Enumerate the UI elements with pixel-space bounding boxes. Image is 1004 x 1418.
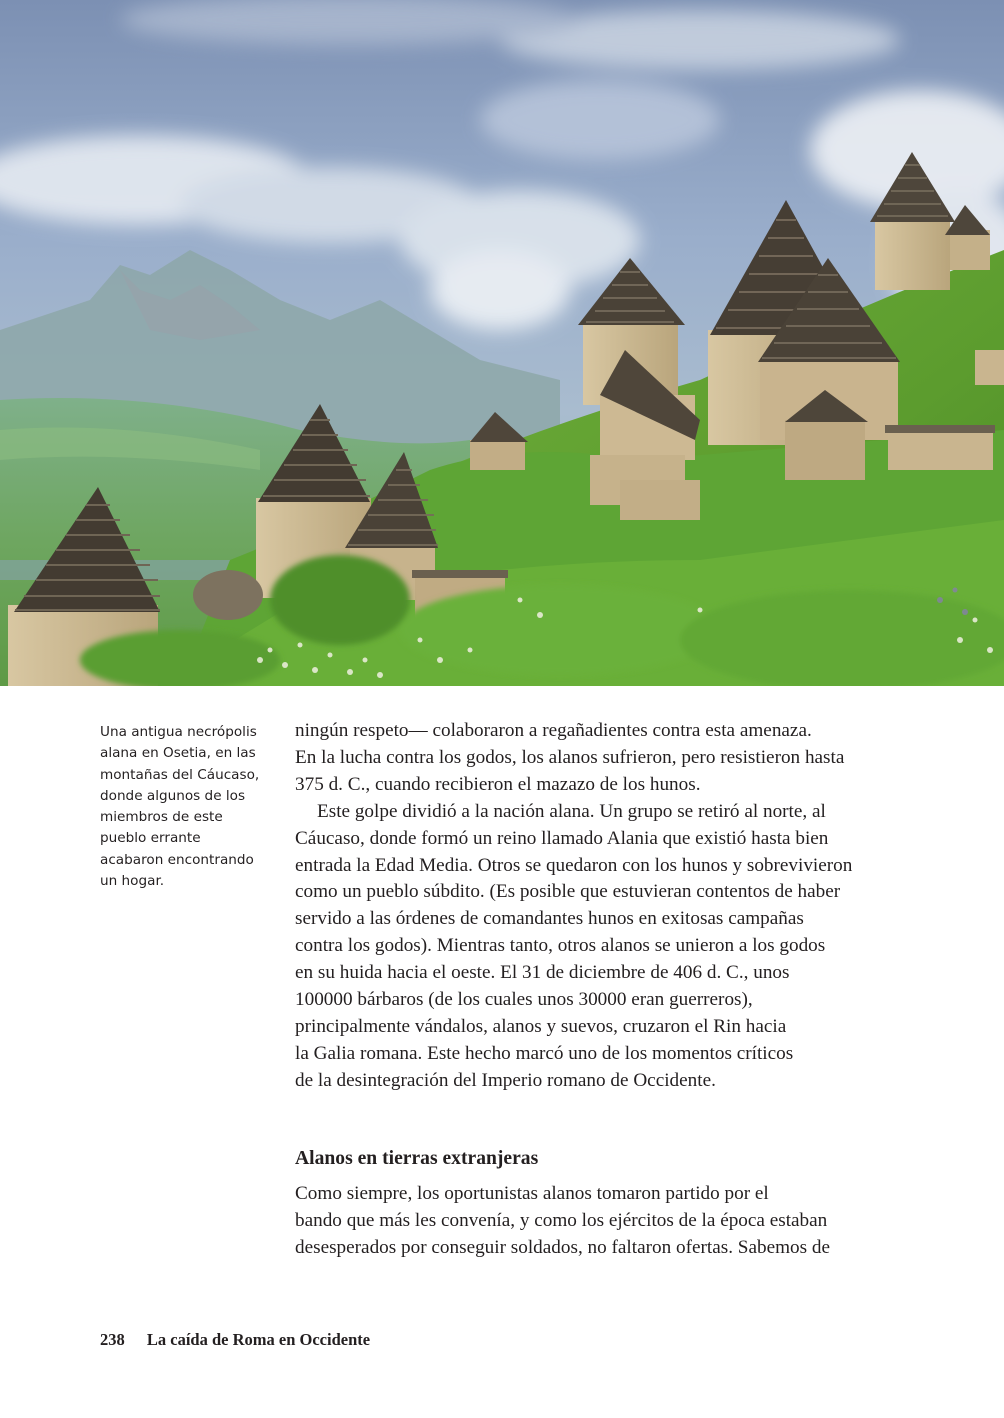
text-line: contra los godos). Mientras tanto, otros alanos se unieron a los godos — [295, 935, 826, 957]
caption-line: montañas del Cáucaso, — [100, 766, 260, 783]
hero-photo — [0, 0, 1004, 686]
text-line: 100000 bárbaros (de los cuales unos 30000 eran guerreros), — [295, 989, 753, 1011]
paragraph-alan-division — [295, 799, 915, 1095]
text-line: de la desintegración del Imperio romano de Occidente. — [295, 1069, 716, 1091]
text-line: En la lucha contra los godos, los alanos sufrieron, pero resistieron hasta — [295, 746, 845, 768]
page-footer — [100, 1330, 370, 1350]
caption-line: un hogar. — [100, 873, 165, 890]
text-line: Este golpe dividió a la nación alana. Un grupo se retiró al norte, al — [317, 800, 826, 822]
text-line: 375 d. C., cuando recibieron el mazazo de los hunos. — [295, 773, 701, 795]
text-line: la Galia romana. Este hecho marcó uno de los momentos críticos — [295, 1042, 794, 1064]
text-line: principalmente vándalos, alanos y suevos, cruzaron el Rin hacia — [295, 1015, 787, 1037]
text-line: entrada la Edad Media. Otros se quedaron con los hunos y sobrevivieron — [295, 854, 853, 876]
necropolis-photo-illustration — [0, 0, 1004, 686]
page-number: 238 — [100, 1330, 125, 1349]
text-line: desesperados por conseguir soldados, no faltaron ofertas. Sabemos de — [295, 1236, 830, 1258]
caption-line: miembros de este — [100, 809, 223, 826]
photo-caption — [100, 722, 275, 892]
section-body-text — [295, 1181, 915, 1262]
text-line: como un pueblo súbdito. (Es posible que estuvieran contentos de haber — [295, 881, 841, 903]
section-heading: Alanos en tierras extranjeras — [295, 1148, 539, 1169]
text-line: bando que más les convenía, y como los ejércitos de la época estaban — [295, 1209, 828, 1231]
main-body-text — [295, 718, 915, 1095]
caption-line: pueblo errante — [100, 830, 201, 847]
text-line: Cáucaso, donde formó un reino llamado Alania que existió hasta bien — [295, 827, 829, 849]
caption-line: Una antigua necrópolis — [100, 724, 257, 740]
text-line: ningún respeto— colaboraron a regañadientes contra esta amenaza. — [295, 720, 812, 741]
caption-line: acabaron encontrando — [100, 851, 254, 868]
text-line: servido a las órdenes de comandantes hunos en exitosas campañas — [295, 908, 804, 930]
caption-line: donde algunos de los — [100, 787, 246, 804]
caption-line: alana en Osetia, en las — [100, 745, 256, 762]
running-title: La caída de Roma en Occidente — [146, 1330, 371, 1349]
paragraph-continuation — [295, 718, 915, 799]
text-line: Como siempre, los oportunistas alanos tomaron partido por el — [295, 1183, 769, 1204]
text-line: en su huida hacia el oeste. El 31 de diciembre de 406 d. C., unos — [295, 962, 790, 984]
